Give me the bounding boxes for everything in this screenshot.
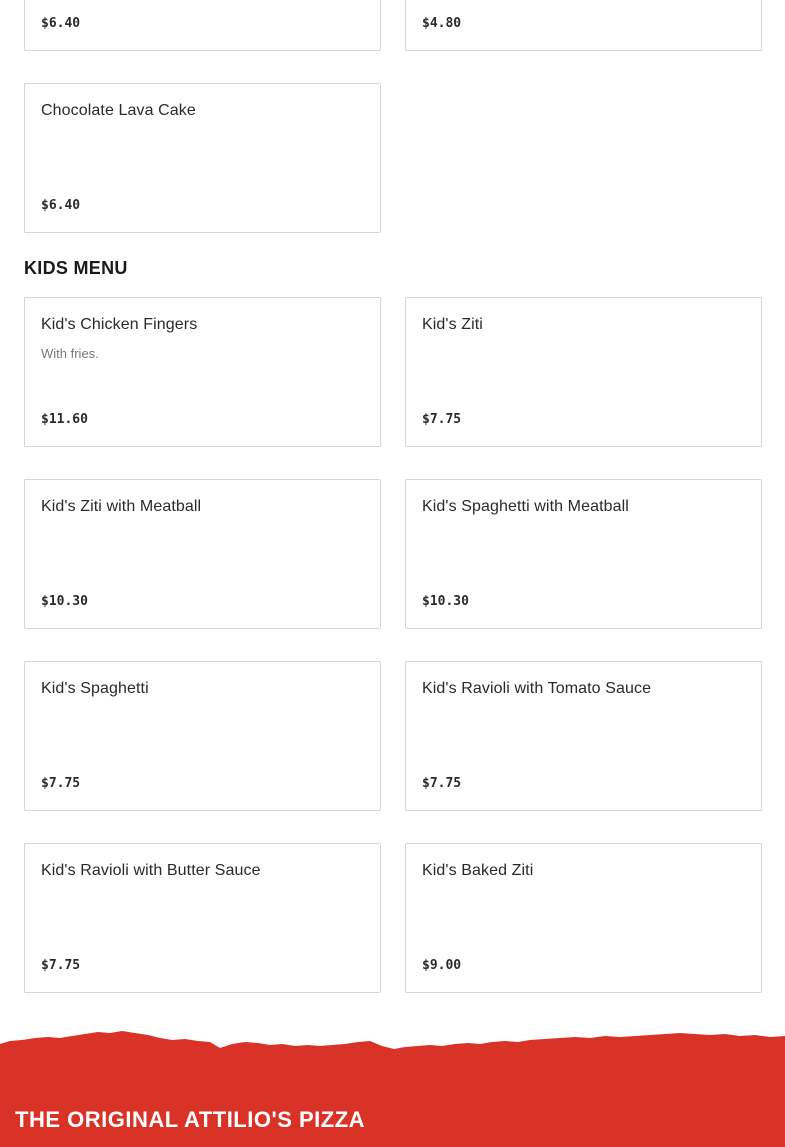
item-price: $10.30 [422, 594, 469, 609]
menu-item-card[interactable] [405, 297, 762, 447]
item-name: Kid's Ravioli with Butter Sauce [41, 862, 261, 879]
menu-item-card[interactable] [24, 297, 381, 447]
site-footer [0, 1024, 785, 1147]
item-name: Kid's Ravioli with Tomato Sauce [422, 680, 652, 697]
menu-item-card[interactable] [24, 83, 381, 233]
item-name: Kid's Ziti [422, 316, 483, 333]
item-price: $7.75 [41, 776, 81, 791]
menu-item-card[interactable] [24, 479, 381, 629]
section-title-kids-menu: KIDS MENU [24, 258, 128, 278]
menu-item-card[interactable] [405, 843, 762, 993]
item-price: $6.40 [41, 16, 81, 31]
item-price: $11.60 [41, 412, 88, 427]
item-price: $7.75 [422, 412, 462, 427]
item-name: Kid's Ziti with Meatball [41, 498, 202, 515]
menu-item-card[interactable] [405, 661, 762, 811]
footer-title: THE ORIGINAL ATTILIO'S PIZZA [15, 1107, 366, 1132]
item-description: With fries. [41, 346, 99, 361]
item-name: Kid's Chicken Fingers [41, 316, 198, 333]
menu-item-card[interactable] [24, 843, 381, 993]
menu-item-card[interactable] [405, 0, 762, 51]
item-name: Chocolate Lava Cake [41, 102, 196, 119]
item-price: $6.40 [41, 198, 81, 213]
item-name: Kid's Spaghetti [41, 680, 149, 697]
item-price: $7.75 [41, 958, 81, 973]
item-price: $7.75 [422, 776, 462, 791]
item-name: Kid's Baked Ziti [422, 862, 534, 879]
item-price: $10.30 [41, 594, 88, 609]
item-price: $4.80 [422, 16, 462, 31]
menu-item-card[interactable] [405, 479, 762, 629]
menu-item-card[interactable] [24, 0, 381, 51]
item-name: Kid's Spaghetti with Meatball [422, 498, 629, 515]
item-price: $9.00 [422, 958, 462, 973]
menu-item-card[interactable] [24, 661, 381, 811]
